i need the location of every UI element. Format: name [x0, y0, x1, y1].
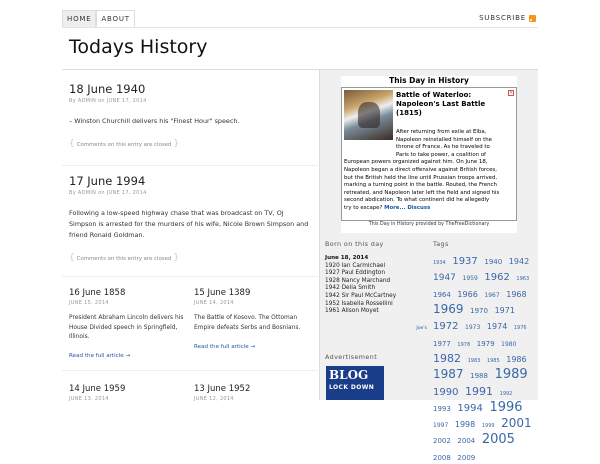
- tdih-line: retreated, and Napoleon later left the field and signed his: [344, 189, 500, 196]
- tdih-line: Paris to take power, a coalition of: [396, 151, 486, 158]
- tag-link[interactable]: 1979: [476, 339, 495, 348]
- tag-link[interactable]: 2009: [457, 453, 476, 462]
- born-item: 1961 Alison Moyet: [325, 308, 379, 315]
- tag-link[interactable]: 1990: [433, 386, 459, 398]
- tdih-more-link[interactable]: More...: [384, 205, 406, 211]
- tag-link[interactable]: 1942: [508, 257, 530, 266]
- post-divider: [62, 276, 318, 277]
- tag-cloud: [433, 251, 537, 463]
- tag-link[interactable]: 2001: [501, 416, 532, 431]
- tag-link[interactable]: 1963: [516, 276, 530, 283]
- tdih-line: European powers organized against him. On June 18,: [344, 159, 488, 166]
- tdih-discuss-link[interactable]: Discuss: [407, 205, 431, 211]
- nav-divider: [62, 27, 538, 28]
- tag-link[interactable]: 1937: [452, 256, 478, 267]
- post-title[interactable]: 14 June 1959: [69, 384, 126, 394]
- born-source-link[interactable]: Joe's: [416, 326, 427, 331]
- tag-link[interactable]: 1997: [433, 422, 449, 430]
- tag-link[interactable]: 1993: [433, 404, 451, 413]
- post-meta: JUNE 14, 2014: [194, 300, 234, 306]
- tag-link[interactable]: 1978: [457, 341, 471, 348]
- tag-link[interactable]: 1980: [501, 340, 517, 348]
- tag-link[interactable]: 2002: [433, 437, 451, 446]
- post-title[interactable]: 13 June 1952: [194, 384, 251, 394]
- advertisement-title: Advertisement: [325, 353, 378, 361]
- post-meta: By ADMIN on JUNE 17, 2014: [69, 98, 147, 104]
- tag-link[interactable]: 1934: [433, 260, 446, 266]
- post-text: President Abraham Lincoln delivers his House Divided speech in Springfield, Illinois.: [69, 315, 184, 341]
- tag-link[interactable]: 1976: [513, 325, 527, 332]
- born-item: 1942 Sir Paul McCartney: [325, 292, 397, 299]
- tag-link[interactable]: 1989: [494, 367, 528, 383]
- post-meta: JUNE 12, 2014: [194, 396, 234, 402]
- tag-link[interactable]: 1977: [433, 339, 451, 348]
- born-item: 1942 Delia Smith: [325, 285, 376, 292]
- tag-link[interactable]: 1947: [433, 273, 456, 284]
- close-icon[interactable]: ×: [509, 90, 514, 96]
- tdih-title[interactable]: Battle of Waterloo: Napoleon's Last Battle (1815): [396, 91, 486, 117]
- tag-link[interactable]: 1982: [433, 351, 461, 365]
- tag-link[interactable]: 1967: [484, 291, 500, 299]
- post-meta: By ADMIN on JUNE 17, 2014: [69, 190, 147, 196]
- post-text: – Winston Churchill delivers his "Finest Hour" speech.: [69, 117, 240, 125]
- tag-link[interactable]: 1940: [484, 258, 503, 266]
- post-text: Following a low-speed highway chase that was broadcast on TV, OJ Simpson is arrested for the murders of his wife, Nicole Brown Simpson and friend Ronald Goldman.: [69, 209, 309, 239]
- tag-link[interactable]: 1985: [486, 357, 500, 364]
- tags-widget: [433, 240, 537, 463]
- main-content: [62, 70, 318, 400]
- tdih-question: try to escape?: [344, 205, 383, 211]
- tag-link[interactable]: 1972: [433, 321, 459, 333]
- tag-link[interactable]: 1988: [470, 372, 488, 381]
- born-item: 1952 Isabella Rossellini: [325, 300, 393, 307]
- tag-link[interactable]: 1964: [433, 290, 451, 299]
- site-title[interactable]: Todays History: [69, 36, 208, 58]
- post-title[interactable]: 17 June 1994: [69, 174, 146, 188]
- tag-link[interactable]: 1983: [467, 357, 481, 364]
- tag-link[interactable]: 1992: [499, 390, 513, 397]
- sidebar: [319, 70, 538, 462]
- blog-lockdown-ad[interactable]: [326, 366, 384, 400]
- ad-line1: BLOG: [329, 368, 369, 382]
- born-item: 1920 Ian Carmichael: [325, 262, 386, 269]
- tags-title: Tags: [433, 240, 449, 248]
- rss-icon: [529, 15, 536, 22]
- tag-link[interactable]: 1996: [489, 399, 523, 415]
- born-title: Born on this day: [325, 240, 384, 248]
- post-text: The Battle of Kosovo. The Ottoman Empire defeats Serbs and Bosnians.: [194, 315, 301, 331]
- tag-link[interactable]: 1969: [433, 301, 464, 316]
- ad-line2: LOCK DOWN: [329, 384, 375, 391]
- tag-link[interactable]: 1991: [465, 384, 494, 398]
- comments-closed: { Comments on this entry are closed }: [69, 253, 179, 263]
- tag-link[interactable]: 1986: [506, 354, 527, 364]
- born-item: 1928 Nancy Marchand: [325, 277, 391, 284]
- tag-link[interactable]: 1999: [481, 423, 495, 430]
- tdih-line: After returning from exile at Elba,: [396, 129, 487, 135]
- tag-link[interactable]: 2008: [433, 453, 451, 462]
- born-date: June 18, 2014: [325, 255, 369, 261]
- tag-link[interactable]: 1973: [465, 324, 481, 332]
- tag-link[interactable]: 1968: [506, 289, 527, 299]
- born-item: 1927 Paul Eddington: [325, 270, 385, 277]
- post-title[interactable]: 18 June 1940: [69, 82, 146, 96]
- nav-about[interactable]: ABOUT: [96, 10, 134, 28]
- tag-link[interactable]: 1962: [484, 272, 510, 284]
- tag-link[interactable]: 1970: [470, 306, 488, 315]
- tag-link[interactable]: 2005: [481, 432, 515, 448]
- tdih-box: [341, 87, 517, 221]
- read-more-link[interactable]: Read the full article →: [194, 344, 256, 350]
- tag-link[interactable]: 1998: [454, 420, 476, 430]
- this-day-in-history-widget: [341, 76, 517, 233]
- tdih-line: Napoleon reinstalled himself on the: [396, 136, 492, 143]
- tdih-credit[interactable]: This Day in History provided by TheFreeDictionary: [368, 222, 490, 227]
- tag-link[interactable]: 1994: [457, 402, 483, 414]
- subscribe-label: SUBSCRIBE: [479, 14, 526, 22]
- post-divider: [62, 165, 318, 166]
- post-meta: JUNE 15, 2014: [69, 300, 109, 306]
- post-divider: [62, 370, 318, 371]
- tdih-heading: This Day in History: [389, 76, 469, 85]
- napoleon-painting-image[interactable]: [344, 90, 393, 140]
- tag-link[interactable]: 2004: [457, 437, 476, 446]
- tdih-line: second abdication. To what continent did he allegedly: [344, 197, 490, 204]
- subscribe-link[interactable]: [479, 14, 536, 22]
- tag-link[interactable]: 1966: [457, 289, 478, 299]
- tdih-line: but the British held the line until Prussian troops arrived,: [344, 174, 498, 181]
- tag-link[interactable]: 1987: [433, 367, 464, 382]
- post-title[interactable]: 15 June 1389: [194, 288, 251, 298]
- tdih-line: throne of France. As he traveled to: [396, 144, 490, 151]
- tag-link[interactable]: 1974: [486, 322, 508, 332]
- post-meta: JUNE 13, 2014: [69, 396, 109, 402]
- tdih-line: Napoleon began a direct offensive against British forces,: [344, 167, 497, 173]
- born-widget: [325, 240, 427, 331]
- post-title[interactable]: 16 June 1858: [69, 288, 126, 298]
- tdih-line: [344, 205, 430, 213]
- comments-closed: { Comments on this entry are closed }: [69, 139, 179, 149]
- top-nav: [62, 10, 135, 28]
- nav-home[interactable]: HOME: [62, 10, 96, 28]
- tag-link[interactable]: 1959: [462, 275, 478, 283]
- tag-link[interactable]: 1971: [494, 305, 515, 315]
- read-more-link[interactable]: Read the full article →: [69, 353, 131, 359]
- tdih-line: marking a turning point in the battle. Routed, the French: [344, 182, 497, 189]
